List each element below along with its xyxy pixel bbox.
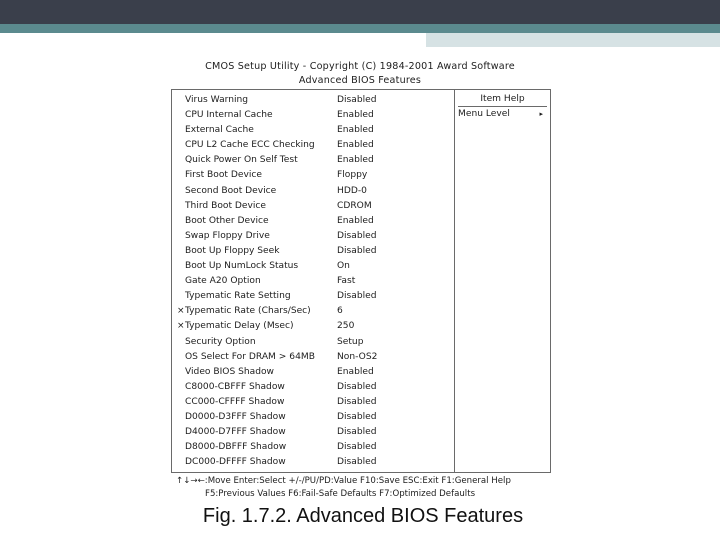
setting-label: CPU L2 Cache ECC Checking — [185, 140, 315, 151]
menu-level-item — [458, 108, 547, 120]
setting-label: First Boot Device — [185, 170, 262, 181]
setting-label: CPU Internal Cache — [185, 110, 273, 121]
setting-label: OS Select For DRAM > 64MB — [185, 351, 315, 362]
setting-value[interactable]: On — [337, 261, 350, 272]
menu-level-label: Menu Level — [458, 109, 510, 119]
key-help-line-2: F5:Previous Values F6:Fail-Safe Defaults F7:Optimized Defaults — [205, 489, 476, 499]
setting-label: Swap Floppy Drive — [185, 230, 270, 241]
setting-value[interactable]: Floppy — [337, 170, 368, 181]
setting-row[interactable] — [172, 410, 454, 425]
setting-value[interactable]: CDROM — [337, 200, 372, 211]
setting-row[interactable] — [172, 350, 454, 365]
setting-value[interactable]: Fast — [337, 276, 356, 287]
setting-row[interactable] — [172, 440, 454, 455]
setting-row[interactable] — [172, 274, 454, 289]
setting-row[interactable] — [172, 289, 454, 304]
setting-row[interactable] — [172, 304, 454, 319]
slide-top-bar — [0, 0, 720, 24]
setting-value[interactable]: Setup — [337, 336, 364, 347]
setting-value[interactable]: Enabled — [337, 366, 374, 377]
setting-row[interactable] — [172, 138, 454, 153]
setting-value[interactable]: Enabled — [337, 140, 374, 151]
setting-label: Boot Up Floppy Seek — [185, 245, 280, 256]
setting-label: Quick Power On Self Test — [185, 155, 298, 166]
setting-value[interactable]: Disabled — [337, 95, 377, 105]
setting-value[interactable]: Disabled — [337, 230, 377, 241]
setting-label: Boot Other Device — [185, 215, 269, 226]
setting-label: Typematic Rate (Chars/Sec) — [185, 306, 311, 317]
setting-row[interactable] — [172, 425, 454, 440]
setting-value[interactable]: Enabled — [337, 215, 374, 226]
setting-row[interactable] — [172, 395, 454, 410]
setting-value[interactable]: Disabled — [337, 381, 377, 392]
setting-row[interactable] — [172, 244, 454, 259]
setting-label: C8000-CBFFF Shadow — [185, 381, 285, 392]
setting-label: Third Boot Device — [185, 200, 267, 211]
setting-value[interactable]: Disabled — [337, 396, 377, 407]
bios-settings-panel — [171, 89, 551, 473]
setting-value[interactable]: Disabled — [337, 427, 377, 438]
setting-row[interactable] — [172, 168, 454, 183]
setting-value[interactable]: Disabled — [337, 245, 377, 256]
setting-row[interactable] — [172, 380, 454, 395]
setting-label: Second Boot Device — [185, 185, 277, 196]
setting-row[interactable] — [172, 123, 454, 138]
slide-accent-bar-light — [426, 33, 720, 47]
setting-row[interactable] — [172, 93, 454, 108]
setting-row[interactable] — [172, 319, 454, 334]
setting-row[interactable] — [172, 229, 454, 244]
setting-value[interactable]: Enabled — [337, 155, 374, 166]
setting-row[interactable] — [172, 184, 454, 199]
disabled-marker: × — [177, 306, 185, 317]
setting-label: Typematic Delay (Msec) — [185, 321, 294, 332]
key-help-line-1: ↑↓→←:Move Enter:Select +/-/PU/PD:Value F10:Save ESC:Exit F1:General Help — [176, 476, 511, 486]
setting-label: External Cache — [185, 125, 254, 136]
setting-label: Video BIOS Shadow — [185, 366, 274, 377]
setting-label: D8000-DBFFF Shadow — [185, 442, 287, 453]
setting-row[interactable] — [172, 108, 454, 123]
bios-page-title: Advanced BIOS Features — [298, 75, 422, 86]
setting-row[interactable] — [172, 214, 454, 229]
setting-value[interactable]: Disabled — [337, 411, 377, 422]
setting-value[interactable]: HDD-0 — [337, 185, 367, 196]
setting-value[interactable]: Disabled — [337, 442, 377, 453]
setting-row[interactable] — [172, 335, 454, 350]
slide-accent-bar — [0, 24, 720, 33]
setting-row[interactable] — [172, 199, 454, 214]
setting-row[interactable] — [172, 365, 454, 380]
setting-label: Gate A20 Option — [185, 276, 261, 287]
setting-row[interactable] — [172, 455, 454, 470]
item-help-header: Item Help — [458, 93, 547, 107]
setting-value[interactable]: 6 — [337, 306, 343, 317]
setting-row[interactable] — [172, 153, 454, 168]
setting-value[interactable]: Enabled — [337, 110, 374, 121]
setting-label: DC000-DFFFF Shadow — [185, 457, 286, 468]
setting-value[interactable]: Disabled — [337, 457, 377, 468]
setting-value[interactable]: 250 — [337, 321, 355, 332]
menu-level-arrow-icon: ▸ — [539, 110, 543, 118]
setting-label: CC000-CFFFF Shadow — [185, 396, 285, 407]
panel-divider — [454, 90, 455, 472]
setting-label: D0000-D3FFF Shadow — [185, 411, 286, 422]
setting-value[interactable]: Disabled — [337, 291, 377, 302]
setting-value[interactable]: Enabled — [337, 125, 374, 136]
setting-row[interactable] — [172, 259, 454, 274]
setting-label: Typematic Rate Setting — [185, 291, 291, 302]
setting-label: Virus Warning — [185, 95, 249, 105]
setting-label: Boot Up NumLock Status — [185, 261, 299, 272]
disabled-marker: × — [177, 321, 185, 332]
settings-list — [172, 93, 454, 470]
setting-value[interactable]: Non-OS2 — [337, 351, 378, 362]
setting-label: D4000-D7FFF Shadow — [185, 427, 286, 438]
figure-caption: Fig. 1.7.2. Advanced BIOS Features — [202, 505, 524, 527]
setting-label: Security Option — [185, 336, 256, 347]
bios-title: CMOS Setup Utility - Copyright (C) 1984-2001 Award Software — [205, 61, 515, 72]
